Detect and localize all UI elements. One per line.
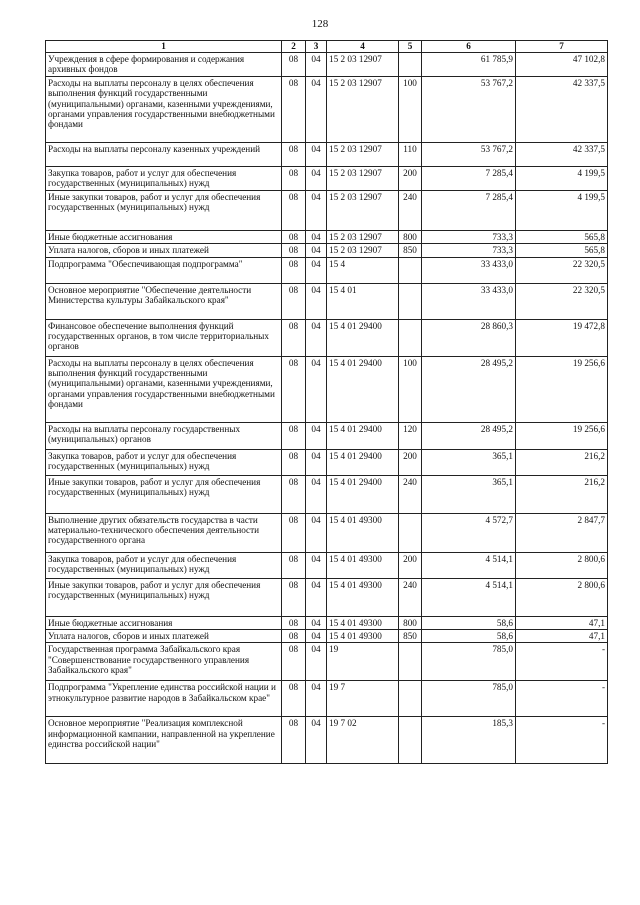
column-header: 4: [327, 41, 399, 53]
table-row: [46, 319, 608, 356]
section-code: 08: [282, 449, 306, 475]
amount-planned: 365,1: [422, 475, 516, 513]
row-description: Иные бюджетные ассигнования: [46, 616, 282, 629]
row-description: Выполнение других обязательств государства в части материально-технического обеспечения деятельности государственного органа: [46, 513, 282, 552]
table-row: [46, 643, 608, 681]
expense-type-code: [399, 513, 422, 552]
amount-executed: 565,8: [516, 230, 608, 243]
expense-type-code: 850: [399, 630, 422, 643]
expense-type-code: [399, 53, 422, 77]
section-code: 08: [282, 76, 306, 142]
row-description: Закупка товаров, работ и услуг для обеспечения государственных (муниципальных) нужд: [46, 166, 282, 190]
subsection-code: 04: [306, 717, 327, 764]
expense-type-code: [399, 257, 422, 283]
subsection-code: 04: [306, 513, 327, 552]
amount-planned: 7 285,4: [422, 190, 516, 230]
amount-executed: 47,1: [516, 630, 608, 643]
section-code: 08: [282, 166, 306, 190]
amount-planned: 365,1: [422, 449, 516, 475]
section-code: 08: [282, 643, 306, 681]
table-row: [46, 283, 608, 319]
section-code: 08: [282, 578, 306, 616]
subsection-code: 04: [306, 244, 327, 257]
row-description: Государственная программа Забайкальского края "Совершенствование государственного управления Забайкальского края": [46, 643, 282, 681]
row-description: Расходы на выплаты персоналу в целях обеспечения выполнения функций государственными (муниципальными) органами, казенными учреждениями, органами управления государственными внебюджетными фондами: [46, 76, 282, 142]
subsection-code: 04: [306, 142, 327, 166]
expense-type-code: [399, 717, 422, 764]
table-row: [46, 356, 608, 422]
amount-executed: -: [516, 717, 608, 764]
row-description: Иные бюджетные ассигнования: [46, 230, 282, 243]
target-article-code: 15 4: [327, 257, 399, 283]
row-description: Основное мероприятие "Реализация комплексной информационной кампании, направленной на укрепление единства российской нации": [46, 717, 282, 764]
target-article-code: 15 4 01 49300: [327, 616, 399, 629]
expense-type-code: [399, 681, 422, 717]
expense-type-code: 120: [399, 422, 422, 449]
target-article-code: 15 4 01 29400: [327, 475, 399, 513]
expense-type-code: 100: [399, 356, 422, 422]
amount-planned: 4 514,1: [422, 552, 516, 578]
amount-executed: -: [516, 681, 608, 717]
subsection-code: 04: [306, 76, 327, 142]
section-code: 08: [282, 681, 306, 717]
target-article-code: 15 4 01 49300: [327, 630, 399, 643]
expense-type-code: 800: [399, 616, 422, 629]
section-code: 08: [282, 422, 306, 449]
expense-type-code: 850: [399, 244, 422, 257]
amount-executed: -: [516, 643, 608, 681]
amount-planned: 28 495,2: [422, 356, 516, 422]
target-article-code: 15 2 03 12907: [327, 53, 399, 77]
amount-planned: 58,6: [422, 616, 516, 629]
row-description: Подпрограмма "Укрепление единства российской нации и этнокультурное развитие народов в Забайкальском крае": [46, 681, 282, 717]
amount-executed: 19 472,8: [516, 319, 608, 356]
row-description: Расходы на выплаты персоналу казенных учреждений: [46, 142, 282, 166]
amount-executed: 42 337,5: [516, 76, 608, 142]
target-article-code: 15 4 01 29400: [327, 449, 399, 475]
target-article-code: 15 2 03 12907: [327, 244, 399, 257]
column-header: 7: [516, 41, 608, 53]
subsection-code: 04: [306, 578, 327, 616]
amount-planned: 785,0: [422, 643, 516, 681]
table-row: [46, 76, 608, 142]
subsection-code: 04: [306, 643, 327, 681]
section-code: 08: [282, 717, 306, 764]
row-description: Закупка товаров, работ и услуг для обеспечения государственных (муниципальных) нужд: [46, 552, 282, 578]
expense-type-code: 240: [399, 578, 422, 616]
amount-planned: 53 767,2: [422, 76, 516, 142]
table-row: [46, 422, 608, 449]
target-article-code: 19 7: [327, 681, 399, 717]
amount-planned: 733,3: [422, 230, 516, 243]
subsection-code: 04: [306, 422, 327, 449]
target-article-code: 15 4 01: [327, 283, 399, 319]
expense-type-code: [399, 643, 422, 681]
section-code: 08: [282, 244, 306, 257]
amount-planned: 28 860,3: [422, 319, 516, 356]
target-article-code: 19: [327, 643, 399, 681]
table-row: [46, 257, 608, 283]
target-article-code: 15 2 03 12907: [327, 76, 399, 142]
column-header: 2: [282, 41, 306, 53]
section-code: 08: [282, 230, 306, 243]
amount-executed: 4 199,5: [516, 166, 608, 190]
section-code: 08: [282, 630, 306, 643]
amount-executed: 565,8: [516, 244, 608, 257]
expense-type-code: 240: [399, 475, 422, 513]
row-description: Иные закупки товаров, работ и услуг для обеспечения государственных (муниципальных) нужд: [46, 190, 282, 230]
amount-planned: 61 785,9: [422, 53, 516, 77]
section-code: 08: [282, 552, 306, 578]
table-row: [46, 53, 608, 77]
row-description: Уплата налогов, сборов и иных платежей: [46, 630, 282, 643]
column-header: 5: [399, 41, 422, 53]
table-row: [46, 513, 608, 552]
amount-executed: 47 102,8: [516, 53, 608, 77]
section-code: 08: [282, 513, 306, 552]
amount-planned: 4 572,7: [422, 513, 516, 552]
amount-executed: 216,2: [516, 449, 608, 475]
expense-type-code: [399, 319, 422, 356]
target-article-code: 15 2 03 12907: [327, 166, 399, 190]
target-article-code: 15 2 03 12907: [327, 142, 399, 166]
table-row: [46, 475, 608, 513]
section-code: 08: [282, 616, 306, 629]
amount-planned: 733,3: [422, 244, 516, 257]
section-code: 08: [282, 283, 306, 319]
column-header: 1: [46, 41, 282, 53]
subsection-code: 04: [306, 475, 327, 513]
subsection-code: 04: [306, 319, 327, 356]
page-number: 128: [311, 18, 329, 30]
amount-executed: 42 337,5: [516, 142, 608, 166]
amount-executed: 2 800,6: [516, 552, 608, 578]
expense-type-code: 200: [399, 166, 422, 190]
amount-planned: 33 433,0: [422, 283, 516, 319]
column-header: 6: [422, 41, 516, 53]
section-code: 08: [282, 319, 306, 356]
subsection-code: 04: [306, 356, 327, 422]
subsection-code: 04: [306, 681, 327, 717]
section-code: 08: [282, 356, 306, 422]
amount-executed: 216,2: [516, 475, 608, 513]
target-article-code: 15 4 01 49300: [327, 578, 399, 616]
row-description: Основное мероприятие "Обеспечение деятельности Министерства культуры Забайкальского края": [46, 283, 282, 319]
amount-executed: 4 199,5: [516, 190, 608, 230]
table-row: [46, 578, 608, 616]
amount-executed: 22 320,5: [516, 283, 608, 319]
amount-planned: 53 767,2: [422, 142, 516, 166]
row-description: Подпрограмма "Обеспечивающая подпрограмма": [46, 257, 282, 283]
section-code: 08: [282, 257, 306, 283]
row-description: Расходы на выплаты персоналу государственных (муниципальных) органов: [46, 422, 282, 449]
amount-executed: 2 847,7: [516, 513, 608, 552]
amount-planned: 4 514,1: [422, 578, 516, 616]
target-article-code: 15 2 03 12907: [327, 190, 399, 230]
section-code: 08: [282, 475, 306, 513]
target-article-code: 15 4 01 29400: [327, 422, 399, 449]
row-description: Уплата налогов, сборов и иных платежей: [46, 244, 282, 257]
target-article-code: 15 4 01 49300: [327, 513, 399, 552]
amount-executed: 22 320,5: [516, 257, 608, 283]
target-article-code: 15 2 03 12907: [327, 230, 399, 243]
expense-type-code: 100: [399, 76, 422, 142]
row-description: Иные закупки товаров, работ и услуг для обеспечения государственных (муниципальных) нужд: [46, 578, 282, 616]
expense-type-code: 240: [399, 190, 422, 230]
amount-planned: 28 495,2: [422, 422, 516, 449]
subsection-code: 04: [306, 166, 327, 190]
budget-table: [45, 40, 608, 764]
target-article-code: 15 4 01 49300: [327, 552, 399, 578]
target-article-code: 15 4 01 29400: [327, 319, 399, 356]
table-row: [46, 616, 608, 629]
table-row: [46, 717, 608, 764]
amount-planned: 785,0: [422, 681, 516, 717]
amount-executed: 2 800,6: [516, 578, 608, 616]
amount-executed: 19 256,6: [516, 356, 608, 422]
amount-executed: 19 256,6: [516, 422, 608, 449]
table-row: [46, 681, 608, 717]
expense-type-code: [399, 283, 422, 319]
subsection-code: 04: [306, 283, 327, 319]
table-row: [46, 166, 608, 190]
amount-planned: 33 433,0: [422, 257, 516, 283]
section-code: 08: [282, 142, 306, 166]
subsection-code: 04: [306, 53, 327, 77]
subsection-code: 04: [306, 230, 327, 243]
table-row: [46, 449, 608, 475]
subsection-code: 04: [306, 449, 327, 475]
amount-planned: 185,3: [422, 717, 516, 764]
table-row: [46, 190, 608, 230]
table-row: [46, 552, 608, 578]
row-description: Иные закупки товаров, работ и услуг для обеспечения государственных (муниципальных) нужд: [46, 475, 282, 513]
subsection-code: 04: [306, 630, 327, 643]
subsection-code: 04: [306, 190, 327, 230]
row-description: Расходы на выплаты персоналу в целях обеспечения выполнения функций государственными (муниципальными) органами, казенными учреждениями, органами управления государственными внебюджетными фондами: [46, 356, 282, 422]
amount-planned: 7 285,4: [422, 166, 516, 190]
subsection-code: 04: [306, 257, 327, 283]
column-header: 3: [306, 41, 327, 53]
table-row: [46, 244, 608, 257]
amount-planned: 58,6: [422, 630, 516, 643]
row-description: Учреждения в сфере формирования и содержания архивных фондов: [46, 53, 282, 77]
table-row: [46, 142, 608, 166]
expense-type-code: 200: [399, 449, 422, 475]
subsection-code: 04: [306, 552, 327, 578]
table-row: [46, 630, 608, 643]
expense-type-code: 800: [399, 230, 422, 243]
expense-type-code: 110: [399, 142, 422, 166]
expense-type-code: 200: [399, 552, 422, 578]
table-row: [46, 230, 608, 243]
section-code: 08: [282, 190, 306, 230]
amount-executed: 47,1: [516, 616, 608, 629]
target-article-code: 19 7 02: [327, 717, 399, 764]
row-description: Финансовое обеспечение выполнения функций государственных органов, в том числе территориальных органов: [46, 319, 282, 356]
table-header-row: [46, 41, 608, 53]
row-description: Закупка товаров, работ и услуг для обеспечения государственных (муниципальных) нужд: [46, 449, 282, 475]
subsection-code: 04: [306, 616, 327, 629]
target-article-code: 15 4 01 29400: [327, 356, 399, 422]
section-code: 08: [282, 53, 306, 77]
